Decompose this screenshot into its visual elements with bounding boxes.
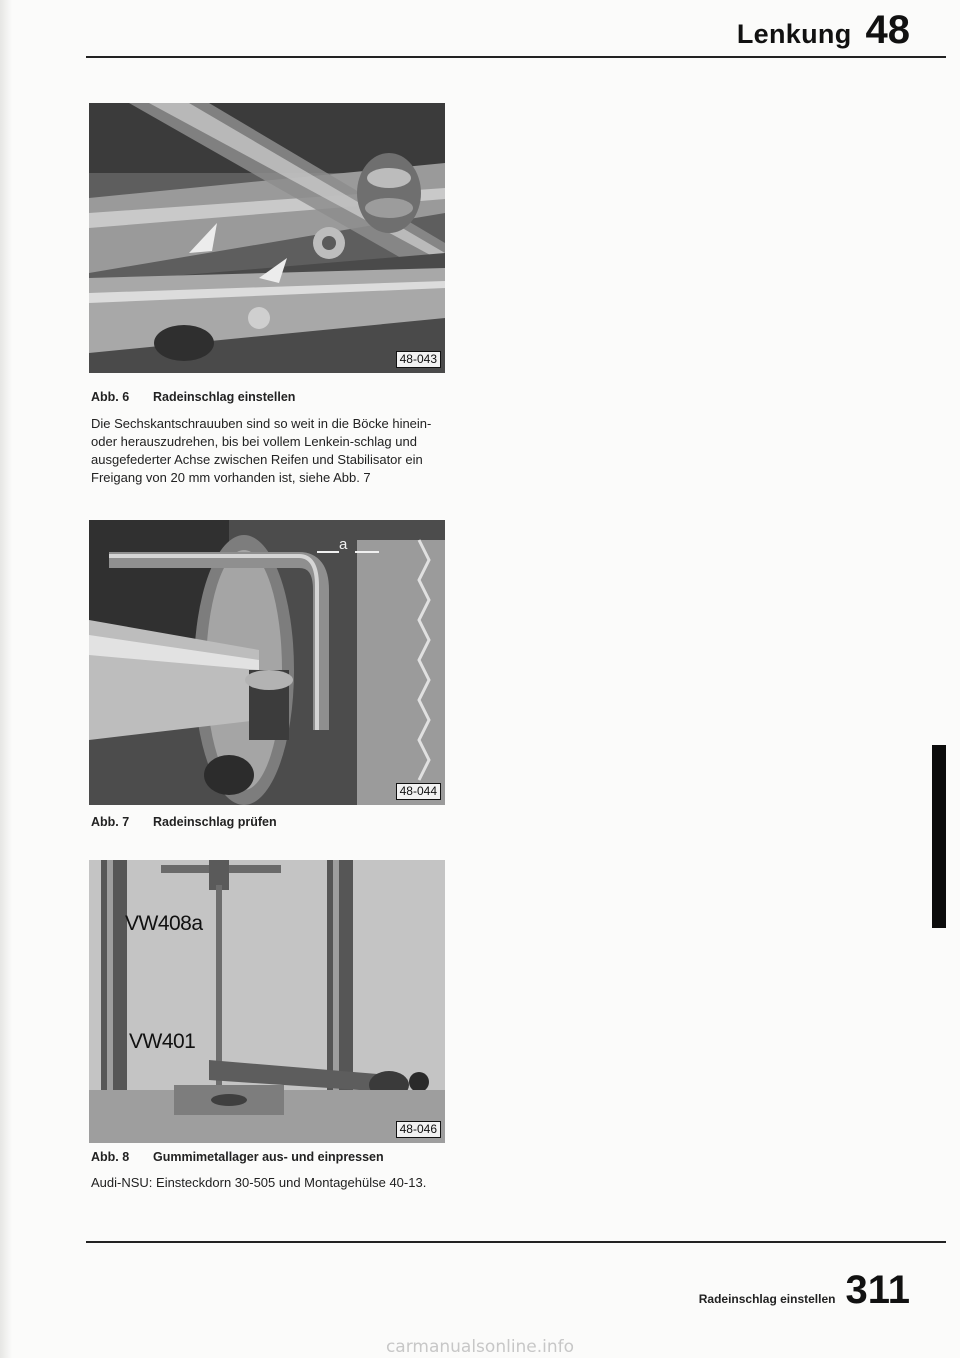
page-edge-shadow — [0, 0, 12, 1358]
caption-title: Radeinschlag prüfen — [153, 815, 277, 829]
page-number: 311 — [845, 1268, 910, 1312]
header-rule — [86, 56, 946, 58]
tool-label-vw408a: VW408a — [125, 912, 203, 935]
figure-image-number: 48-044 — [396, 783, 441, 800]
chapter-name: Lenkung — [736, 19, 852, 49]
wheel-stabilizer-clearance-photo — [89, 520, 445, 805]
caption-title: Radeinschlag einstellen — [153, 390, 296, 404]
clearance-marker: a — [339, 536, 347, 553]
figure-image-number: 48-046 — [396, 1121, 441, 1138]
figure-6-paragraph: Die Sechskantschrauuben sind so weit in die Böcke hinein- oder herauszudrehen, bis bei vollem Lenkein-schlag und ausgefederter Achse zwischen Reifen und Stabilisator ein Freigang von 20 mm vorhanden ist, siehe Abb. 7 — [91, 416, 432, 485]
figure-6-caption — [91, 390, 295, 404]
caption-figure-ref: Abb. 7 — [91, 815, 130, 829]
chapter-header — [737, 8, 910, 53]
figure-abb-8-photo — [89, 860, 445, 1143]
figure-8-caption — [91, 1150, 384, 1164]
bearing-press-tool-photo — [89, 860, 445, 1143]
figure-abb-6-photo — [89, 103, 445, 373]
steering-linkage-photo — [89, 103, 445, 373]
tool-label-vw401: VW401 — [129, 1030, 196, 1053]
chapter-number: 48 — [865, 8, 910, 52]
watermark-text: carmanualsonline.info — [385, 1337, 575, 1357]
footer-section-name: Radeinschlag einstellen — [698, 1292, 836, 1306]
caption-figure-ref: Abb. 6 — [91, 390, 130, 404]
footer-rule — [86, 1241, 946, 1243]
figure-8-paragraph: Audi-NSU: Einsteckdorn 30-505 und Montagehülse 40-13. — [91, 1175, 427, 1190]
chapter-thumb-tab — [932, 745, 946, 928]
figure-abb-7-photo — [89, 520, 445, 805]
caption-title: Gummimetallager aus- und einpressen — [153, 1150, 384, 1164]
figure-image-number: 48-043 — [396, 351, 441, 368]
caption-figure-ref: Abb. 8 — [91, 1150, 130, 1164]
figure-7-caption — [91, 815, 277, 829]
page-footer — [699, 1268, 910, 1313]
